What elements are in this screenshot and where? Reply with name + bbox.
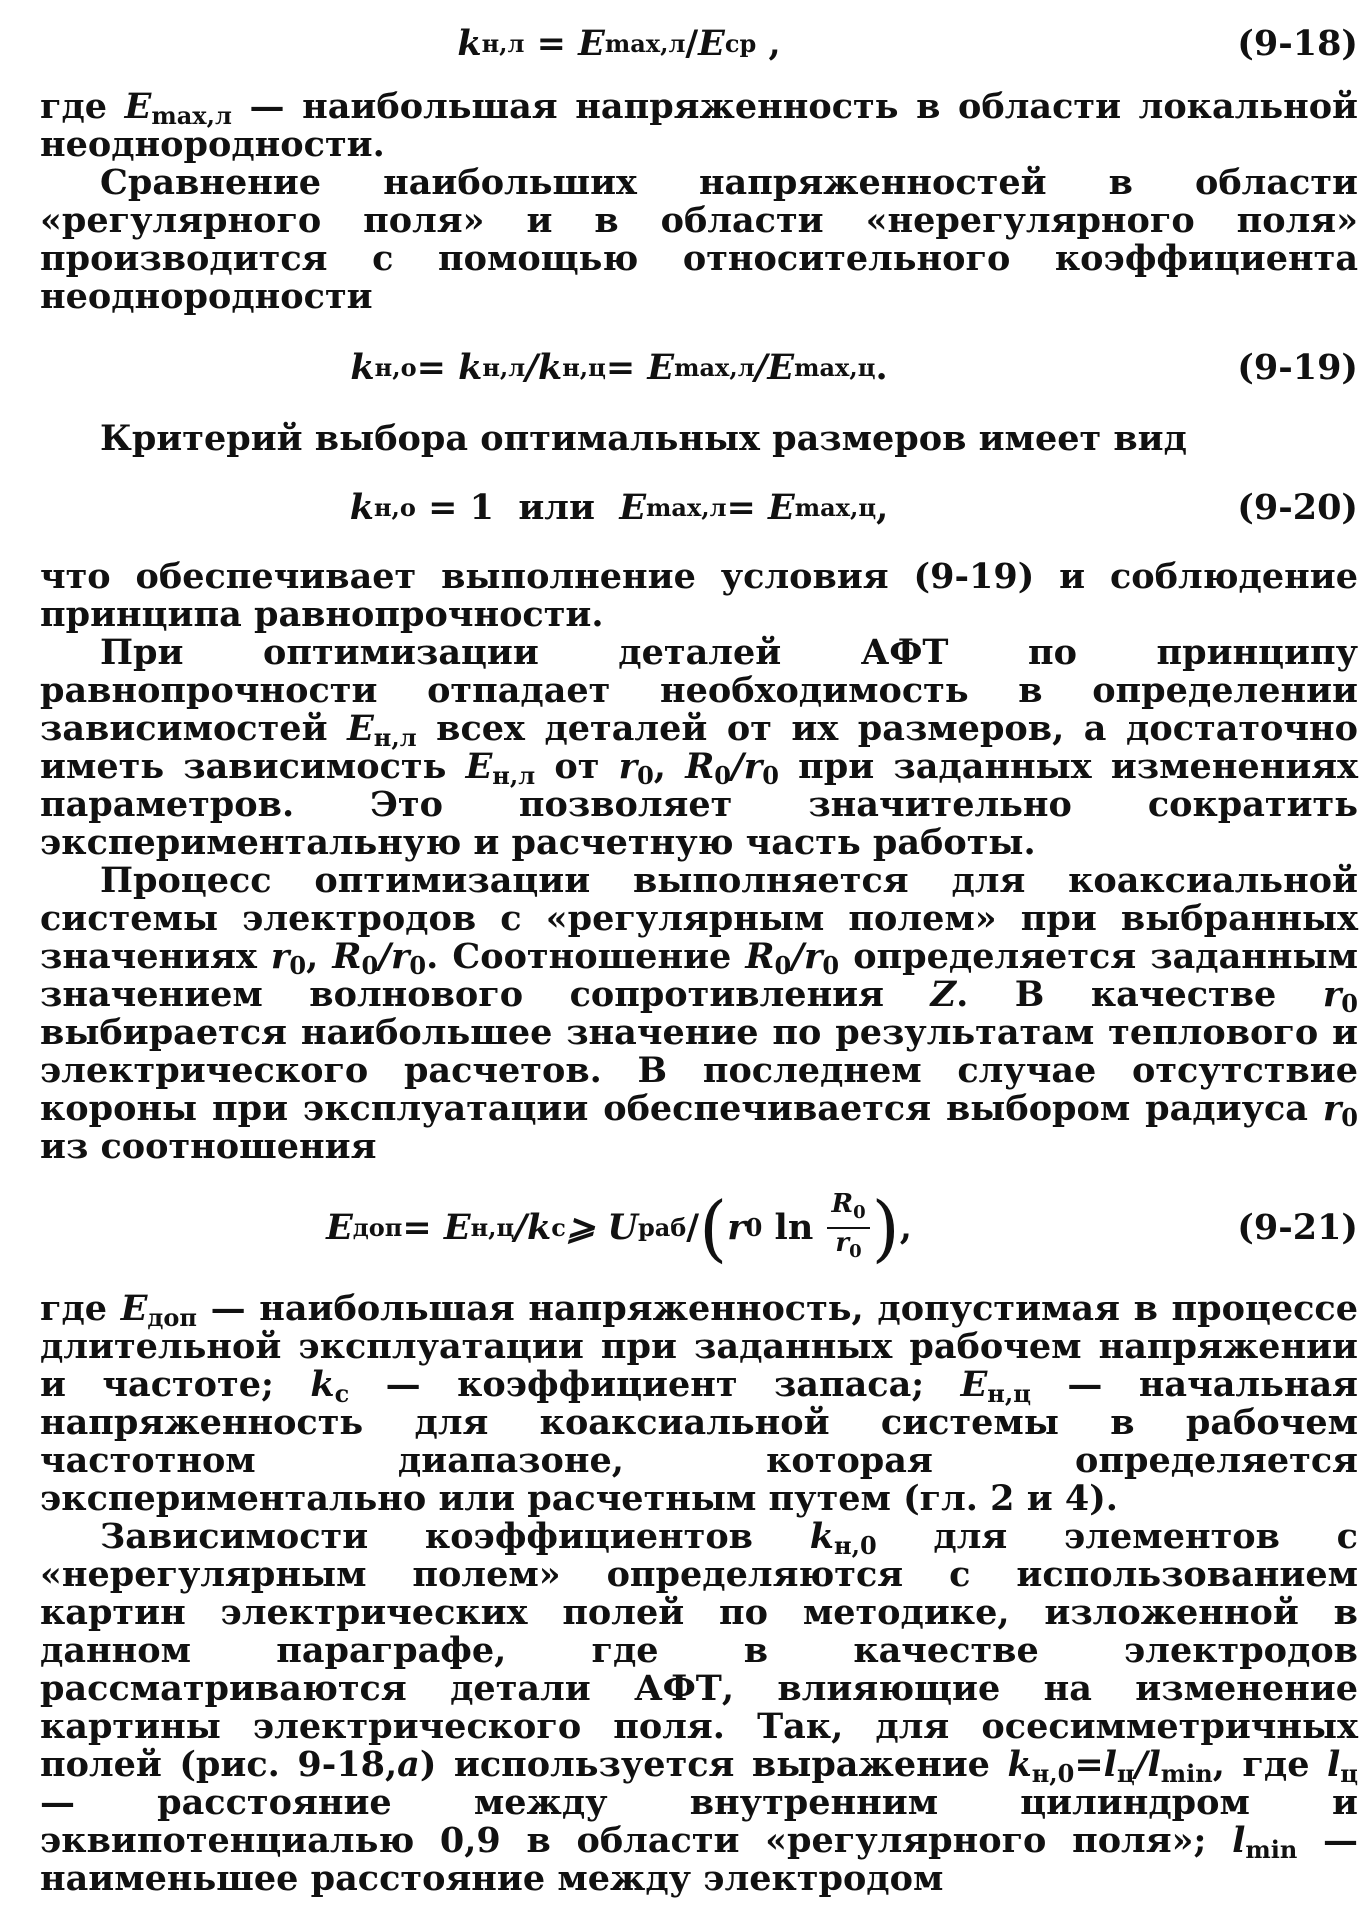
paragraph-5: При оптимизации деталей АФТ по принципу равнопрочности отпадает необходимость в определении зависимостей $E_{н,л}$ всех деталей от их размеров, а достаточно иметь зависимость $E_{н,л}$ от $r_0$, $R_0/r_0$ при заданных изменениях параметров. Это позволяет значительно сократить экспериментальную и расчетную часть работы.: [40, 632, 1359, 863]
equation-number: (9-20): [1237, 487, 1358, 528]
left-paren: (: [699, 1186, 728, 1270]
paragraph-8: Зависимости коэффициентов $k_{н,0}$ для элементов с «нерегулярным полем» определяются с использованием картин электрических полей по методике, изложенной в данном параграфе, где в качестве электродов рассматриваются детали АФТ, влияющие на изменение картины электрического поля. Так, для осесимметричных полей (рис. 9-18,а) используется выражение $k_{н,0}=l_ц/l_{min}$, где $l_ц$ — расстояние между внутренним цилиндром и эквипотенциалью 0,9 в области «регулярного поля»; $l_{min}$ — наименьшее расстояние между электродом: [40, 1516, 1359, 1899]
equation-number: (9-18): [1237, 23, 1358, 64]
equation-number: (9-21): [1237, 1207, 1358, 1248]
equation-9-21: [40, 1166, 1358, 1290]
paragraph-1: где $E_{max,л}$ — наибольшая напряженность в области локальной неоднородности.: [40, 86, 1358, 165]
equation-number: (9-19): [1237, 347, 1358, 388]
paragraph-2: Сравнение наибольших напряженностей в области «регулярного поля» и в области «нерегулярного поля» производится с помощью относительного коэффициента неоднородности: [40, 162, 1358, 317]
equation-body: E доп = E н,ц /k с ⩾ U раб / ( r 0 ln $\frac{R_0}{r_0}$ ) ,: [326, 1186, 912, 1270]
equation-body: k н,л = E max,л / E ср ,: [457, 23, 781, 64]
equation-9-20: [40, 458, 1358, 558]
paragraph-6: Процесс оптимизации выполняется для коаксиальной системы электродов с «регулярным полем» при выбранных значениях $r_0$, $R_0/r_0$. Соотношение $R_0/r_0$ определяется заданным значением волнового сопротивления Z. В качестве $r_0$ выбирается наибольшее значение по результатам теплового и электрического расчетов. В последнем случае отсутствие короны при эксплуатации обеспечивается выбором радиуса $r_0$ из соотношения: [40, 860, 1359, 1167]
equation-9-18: [40, 0, 1358, 88]
equation-body: k н,о = 1 или E max,л = E max,ц ,: [349, 487, 889, 528]
fraction: $\frac{R_0}{r_0}$: [827, 1190, 869, 1266]
paragraph-4: что обеспечивает выполнение условия (9-19) и соблюдение принципа равнопрочности.: [40, 556, 1358, 635]
equation-body: k н,о = k н,л /k н,ц = E max,л /E max,ц .: [350, 347, 888, 388]
paragraph-7: где $E_{доп}$ — наибольшая напряженность, допустимая в процессе длительной эксплуатации при заданных рабочем напряжении и частоте; $k_с$ — коэффициент запаса; $E_{н,ц}$ — начальная напряженность для коаксиальной системы в рабочем частотном диапазоне, которая определяется экспериментально или расчетным путем (гл. 2 и 4).: [40, 1288, 1358, 1519]
equation-9-19: [40, 316, 1358, 420]
paragraph-3: Критерий выбора оптимальных размеров имеет вид: [100, 418, 1187, 459]
document-page: [40, 0, 1358, 1922]
right-paren: ): [871, 1186, 900, 1270]
